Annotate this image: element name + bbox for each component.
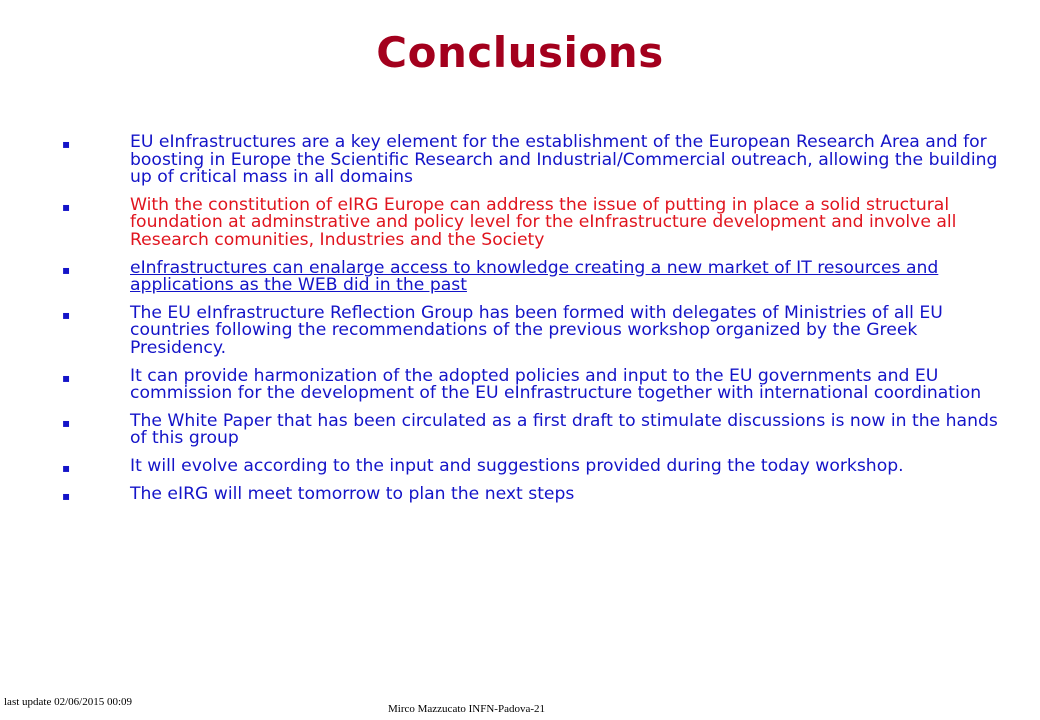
conclusions-bullet-list — [62, 134, 1012, 513]
bullet-text: It can provide harmonization of the adopted policies and input to the EU governments and EU commission for the development of the EU eInfrastructure together with international coordination — [130, 365, 982, 404]
footer-last-update: last update 02/06/2015 00:09 — [4, 696, 133, 708]
square-bullet-icon: ▪ — [62, 370, 71, 385]
bullet-item — [62, 134, 1012, 187]
square-bullet-icon: ▪ — [62, 262, 71, 277]
bullet-text: With the constitution of eIRG Europe can address the issue of putting in place a solid structural foundation at adminstrative and policy level for the eInfrastructure development and involve all Research comunities, Industries and the Society — [130, 194, 957, 250]
square-bullet-icon: ▪ — [62, 415, 71, 430]
square-bullet-icon: ▪ — [62, 137, 71, 151]
bullet-item — [62, 302, 1012, 358]
bullet-text: eInfrastructures can enalarge access to knowledge creating a new market of IT resources and applications as the WEB did in the past — [130, 257, 939, 296]
square-bullet-icon: ▪ — [62, 307, 71, 322]
bullet-text: The White Paper that has been circulated as a first draft to stimulate discussions is now in the hands of this group — [130, 410, 998, 449]
bullet-item — [62, 410, 1012, 449]
bullet-text: EU eInfrastructures are a key element for the establishment of the European Research Area and for boosting in Europe the Scientific Research and Industrial/Commercial outreach, allowing the building up of critical mass in all domains — [130, 132, 998, 188]
bullet-item — [62, 194, 1012, 250]
square-bullet-icon: ▪ — [62, 199, 71, 214]
footer-author: Mirco Mazzucato INFN-Padova-21 — [388, 703, 546, 715]
bullet-text: The eIRG will meet tomorrow to plan the next steps — [130, 483, 575, 504]
square-bullet-icon: ▪ — [62, 488, 71, 503]
bullet-text: It will evolve according to the input and suggestions provided during the today workshop. — [130, 455, 904, 476]
square-bullet-icon: ▪ — [62, 460, 71, 475]
slide-title: Conclusions — [376, 28, 664, 77]
bullet-item — [62, 257, 1012, 296]
bullet-text: The EU eInfrastructure Reflection Group has been formed with delegates of Ministries of all EU countries following the recommendations of the previous workshop organized by the Greek Presidency. — [130, 302, 943, 358]
bullet-item — [62, 455, 1012, 476]
bullet-item — [62, 483, 1012, 504]
bullet-item — [62, 365, 1012, 404]
